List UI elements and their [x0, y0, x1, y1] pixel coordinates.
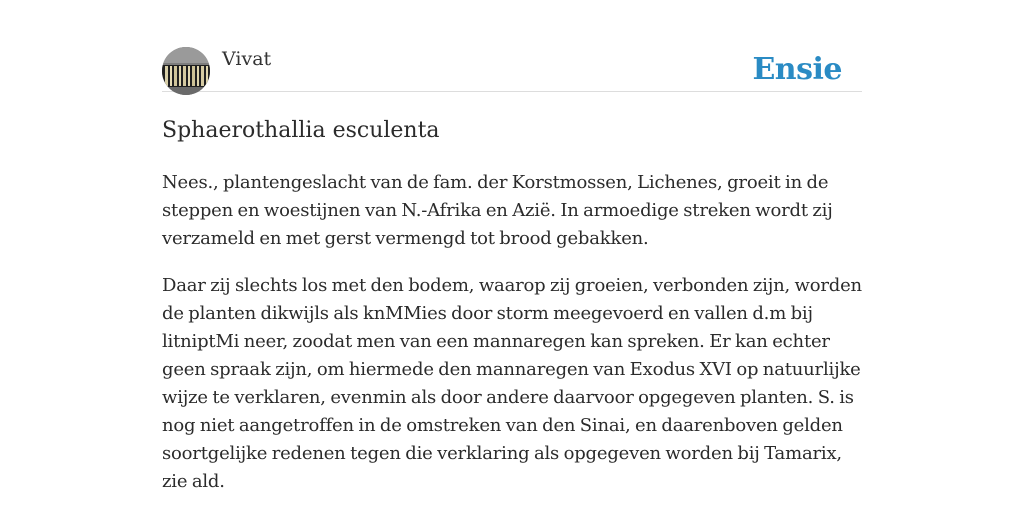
article-card — [162, 44, 862, 496]
article-title: Sphaerothallia esculenta — [162, 118, 440, 143]
source-name[interactable]: Vivat — [222, 48, 272, 70]
book-spines-icon — [162, 47, 210, 95]
article-header — [162, 44, 862, 92]
avatar[interactable] — [162, 47, 210, 95]
article-paragraph: Nees., plantengeslacht van de fam. der Korstmossen, Lichenes, groeit in de steppen en woestijnen van N.-Afrika en Azië. In armoedige streken wordt zij verzameld en met gerst vermengd tot brood gebakken. — [162, 172, 833, 249]
brand-logo[interactable]: Ensie — [752, 52, 842, 87]
article-paragraph: Daar zij slechts los met den bodem, waarop zij groeien, verbonden zijn, worden de planten dikwijls als knMMies door storm meegevoerd en vallen d.m bij litniptMi neer, zoodat men van een mannaregen kan spreken. Er kan echter geen spraak zijn, om hiermede den mannaregen van Exodus XVI op natuurlijke wijze te verklaren, evenmin als door andere daarvoor opgegeven planten. S. is nog niet aangetroffen in de omstreken van den Sinai, en daarenboven gelden soortgelijke redenen tegen die verklaring als opgegeven worden bij Tamarix, zie ald. — [162, 275, 862, 492]
